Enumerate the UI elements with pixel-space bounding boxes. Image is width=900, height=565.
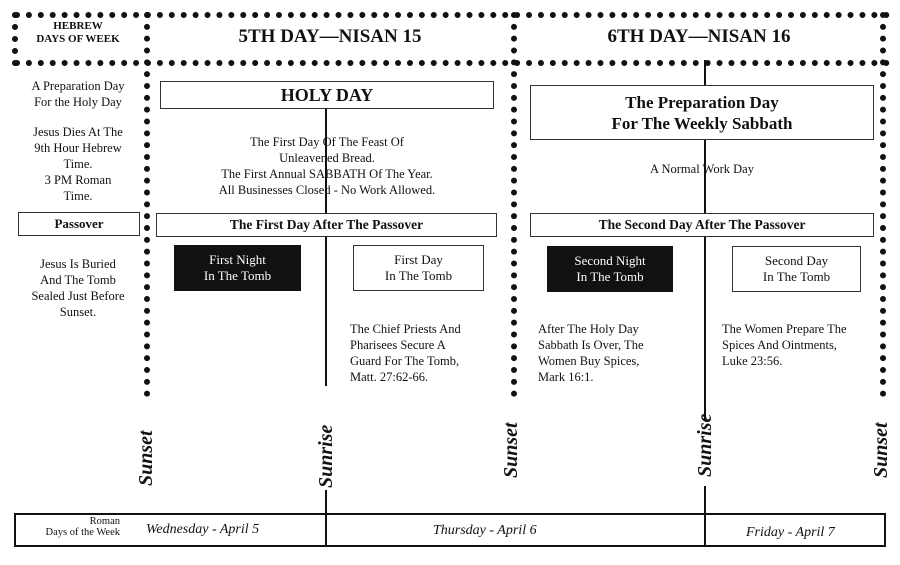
day6-header: 6TH DAY—NISAN 16	[607, 26, 791, 47]
first-night-tomb-box	[174, 245, 301, 291]
chief-priests-text: The Chief Priests And Pharisees Secure A Guard For The Tomb, Matt. 27:62-66.	[350, 322, 461, 384]
feast-description-text: The First Day Of The Feast Of Unleavened Bread. The First Annual SABBATH Of The Year. All Businesses Closed - No Work Allowed.	[218, 135, 436, 197]
sunrise-label-1: Sunrise	[315, 424, 337, 488]
sunset-label-2: Sunset	[500, 422, 522, 478]
first-day-after-passover-box: The First Day After The Passover	[156, 213, 497, 237]
first-day-tomb-box	[353, 245, 484, 291]
thursday-label: Thursday - April 6	[433, 523, 537, 538]
first-day-label: First Day In The Tomb	[384, 252, 453, 283]
second-night-tomb-box	[547, 246, 673, 292]
second-day-label: Second Day In The Tomb	[762, 253, 831, 284]
friday-label: Friday - April 7	[746, 525, 835, 540]
normal-work-day-text: A Normal Work Day	[650, 162, 754, 176]
roman-divider-1	[325, 490, 327, 547]
second-day-after-passover-box: The Second Day After The Passover	[530, 213, 874, 237]
holy-day-box: HOLY DAY	[160, 81, 494, 109]
wednesday-label: Wednesday - April 5	[146, 522, 260, 537]
roman-label-line1: Roman	[89, 516, 120, 527]
sunset-dotted-line-2	[511, 12, 517, 397]
hebrew-label-line1: HEBREW	[53, 20, 103, 32]
roman-divider-2	[704, 486, 706, 547]
hebrew-label-line2: DAYS OF WEEK	[36, 33, 120, 45]
women-buy-spices-text: After The Holy Day Sabbath Is Over, The Women Buy Spices, Mark 16:1.	[538, 322, 644, 384]
jesus-dies-text: Jesus Dies At The 9th Hour Hebrew Time. 3 PM Roman Time.	[33, 125, 123, 203]
preparation-weekly-sabbath-label: The Preparation Day For The Weekly Sabbath	[611, 92, 793, 133]
preparation-day-text: A Preparation Day For the Holy Day	[31, 79, 125, 109]
sunset-label-3: Sunset	[870, 422, 892, 478]
women-prepare-text: The Women Prepare The Spices And Ointments, Luke 23:56.	[722, 322, 847, 368]
roman-days-label	[20, 516, 120, 538]
second-night-label: Second Night In The Tomb	[574, 253, 646, 284]
roman-label-line2: Days of the Week	[45, 527, 120, 538]
passover-box: Passover	[18, 212, 140, 236]
sunrise-label-2: Sunrise	[694, 413, 716, 477]
hebrew-days-label	[18, 20, 138, 46]
first-night-label: First Night In The Tomb	[203, 252, 272, 283]
second-day-tomb-box	[732, 246, 861, 292]
jesus-buried-text: Jesus Is Buried And The Tomb Sealed Just Before Sunset.	[31, 257, 125, 319]
day5-header: 5TH DAY—NISAN 15	[238, 26, 422, 47]
preparation-weekly-sabbath-box	[530, 85, 874, 140]
sunset-dotted-line-1	[144, 12, 150, 397]
sunset-label-1: Sunset	[135, 430, 157, 486]
